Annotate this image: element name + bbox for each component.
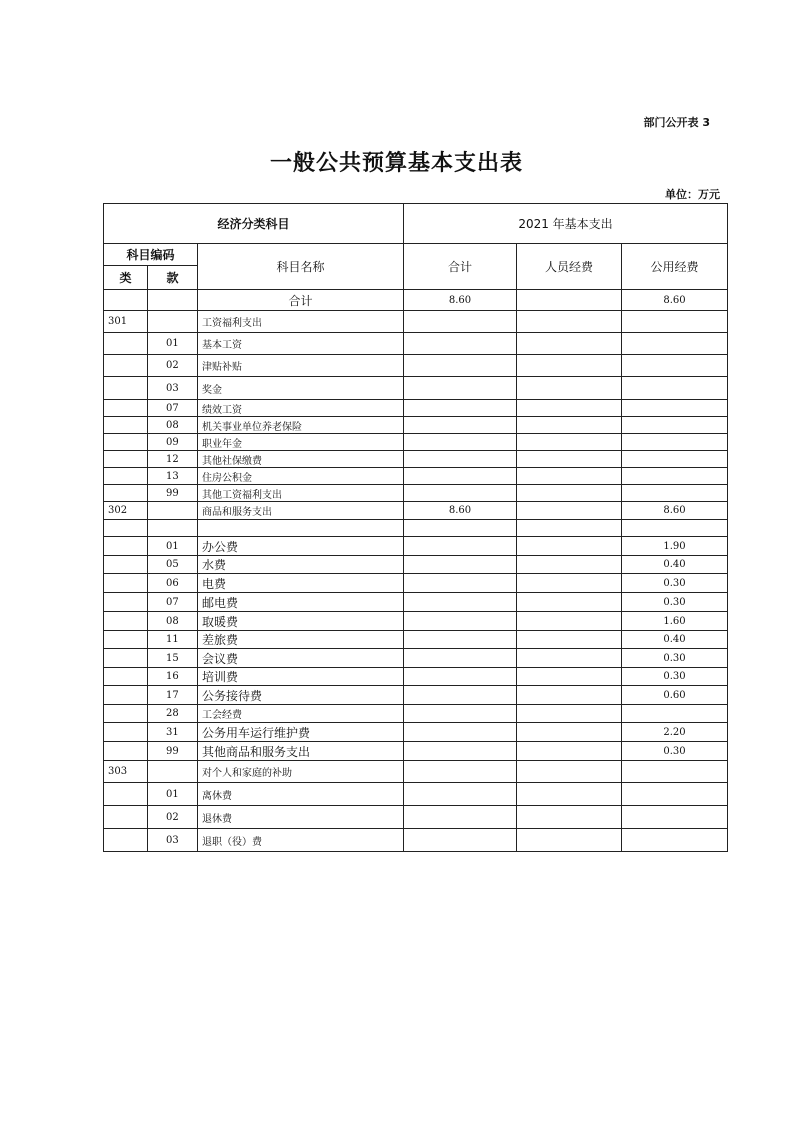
subject-name-cell: 机关事业单位养老保险 [198,417,404,434]
item-code-cell [148,290,198,311]
class-code-cell [104,520,148,537]
class-header: 类 [104,266,148,290]
subject-name-cell: 水费 [198,556,404,574]
table-row [104,520,728,537]
personnel-cell [517,829,622,852]
public-use-cell [622,705,728,723]
total-cell [404,333,517,355]
total-cell [404,355,517,377]
total-cell [404,631,517,649]
subject-name-cell: 邮电费 [198,593,404,612]
personnel-cell [517,485,622,502]
public-use-cell: 1.90 [622,537,728,556]
table-row [104,593,728,612]
subject-name-cell: 奖金 [198,377,404,400]
class-code-cell [104,556,148,574]
unit-label: 单位：万元 [665,188,720,201]
form-number: 部门公开表 3 [643,116,710,129]
personnel-cell [517,612,622,631]
subject-name-cell: 绩效工资 [198,400,404,417]
personnel-cell [517,502,622,520]
item-code-cell: 01 [148,537,198,556]
public-use-cell [622,468,728,485]
personnel-cell [517,806,622,829]
personnel-header: 人员经费 [517,244,622,290]
item-code-cell: 01 [148,783,198,806]
subject-name-cell: 退休费 [198,806,404,829]
subject-name-cell: 商品和服务支出 [198,502,404,520]
item-code-cell: 09 [148,434,198,451]
public-use-cell: 0.30 [622,742,728,761]
class-code-cell [104,400,148,417]
total-cell [404,686,517,705]
table-row [104,502,728,520]
table-row [104,434,728,451]
subject-name-cell: 退职（役）费 [198,829,404,852]
total-cell [404,806,517,829]
total-cell [404,761,517,783]
table-row [104,333,728,355]
class-code-cell: 301 [104,311,148,333]
year-expense-header: 2021 年基本支出 [404,204,728,244]
item-code-cell: 11 [148,631,198,649]
table-row [104,311,728,333]
table-row [104,783,728,806]
public-use-cell: 0.30 [622,649,728,668]
personnel-cell [517,593,622,612]
item-code-cell: 05 [148,556,198,574]
subject-code-header: 科目编码 [104,244,198,266]
class-code-cell [104,631,148,649]
subject-name-cell: 公务接待费 [198,686,404,705]
personnel-cell [517,574,622,593]
class-code-cell [104,434,148,451]
total-cell [404,574,517,593]
class-code-cell [104,686,148,705]
class-code-cell [104,537,148,556]
public-use-cell: 8.60 [622,502,728,520]
class-code-cell [104,593,148,612]
table-row [104,290,728,311]
item-code-cell: 08 [148,417,198,434]
total-header: 合计 [404,244,517,290]
page-title: 一般公共预算基本支出表 [269,151,523,176]
total-cell [404,612,517,631]
public-use-cell [622,417,728,434]
personnel-cell [517,537,622,556]
subject-name-cell: 会议费 [198,649,404,668]
item-header: 款 [148,266,198,290]
subject-name-cell: 离休费 [198,783,404,806]
total-cell [404,723,517,742]
table-row [104,742,728,761]
subject-name-cell: 培训费 [198,668,404,686]
table-row [104,556,728,574]
total-cell [404,668,517,686]
public-use-cell: 0.30 [622,593,728,612]
personnel-cell [517,705,622,723]
table-row [104,829,728,852]
table-row [104,537,728,556]
item-code-cell [148,520,198,537]
item-code-cell: 01 [148,333,198,355]
total-cell: 8.60 [404,502,517,520]
public-use-cell: 1.60 [622,612,728,631]
personnel-cell [517,761,622,783]
table-row [104,400,728,417]
class-code-cell [104,377,148,400]
class-code-cell [104,355,148,377]
public-use-cell [622,400,728,417]
table-row [104,668,728,686]
subject-name-cell: 电费 [198,574,404,593]
item-code-cell: 03 [148,829,198,852]
total-cell [404,451,517,468]
subject-name-cell: 住房公积金 [198,468,404,485]
public-use-cell [622,829,728,852]
personnel-cell [517,400,622,417]
total-cell [404,520,517,537]
subject-name-cell: 津贴补贴 [198,355,404,377]
header-row-2 [104,244,728,266]
personnel-cell [517,520,622,537]
personnel-cell [517,723,622,742]
class-code-cell [104,829,148,852]
table-row [104,631,728,649]
personnel-cell [517,434,622,451]
public-use-header: 公用经费 [622,244,728,290]
total-cell [404,593,517,612]
item-code-cell: 13 [148,468,198,485]
public-use-cell: 8.60 [622,290,728,311]
public-use-cell [622,783,728,806]
total-cell [404,485,517,502]
subject-name-cell: 取暖费 [198,612,404,631]
item-code-cell: 03 [148,377,198,400]
table-row [104,574,728,593]
personnel-cell [517,290,622,311]
personnel-cell [517,355,622,377]
public-use-cell [622,806,728,829]
subject-name-header: 科目名称 [198,244,404,290]
table-row [104,612,728,631]
class-code-cell [104,451,148,468]
table-row [104,485,728,502]
total-cell [404,377,517,400]
total-cell [404,783,517,806]
class-code-cell [104,723,148,742]
item-code-cell: 17 [148,686,198,705]
table-row [104,355,728,377]
public-use-cell [622,485,728,502]
item-code-cell: 99 [148,742,198,761]
public-use-cell: 0.60 [622,686,728,705]
class-code-cell [104,333,148,355]
subject-name-cell: 其他工资福利支出 [198,485,404,502]
class-code-cell [104,649,148,668]
public-use-cell [622,451,728,468]
total-cell: 8.60 [404,290,517,311]
total-cell [404,400,517,417]
subject-name-cell: 职业年金 [198,434,404,451]
table-row [104,705,728,723]
public-use-cell [622,434,728,451]
public-use-cell [622,333,728,355]
item-code-cell: 28 [148,705,198,723]
item-code-cell [148,502,198,520]
subject-name-cell: 工会经费 [198,705,404,723]
personnel-cell [517,468,622,485]
personnel-cell [517,686,622,705]
item-code-cell: 07 [148,593,198,612]
table-row [104,468,728,485]
table-row [104,723,728,742]
subject-name-cell: 其他社保缴费 [198,451,404,468]
public-use-cell [622,311,728,333]
item-code-cell: 15 [148,649,198,668]
econ-category-header: 经济分类科目 [104,204,404,244]
public-use-cell [622,355,728,377]
subject-name-cell: 工资福利支出 [198,311,404,333]
item-code-cell: 02 [148,806,198,829]
subject-name-cell: 差旅费 [198,631,404,649]
class-code-cell [104,783,148,806]
total-cell [404,311,517,333]
subject-name-cell: 办公费 [198,537,404,556]
total-cell [404,417,517,434]
subject-name-cell: 对个人和家庭的补助 [198,761,404,783]
total-cell [404,829,517,852]
item-code-cell: 07 [148,400,198,417]
total-cell [404,742,517,761]
personnel-cell [517,631,622,649]
item-code-cell [148,311,198,333]
item-code-cell: 12 [148,451,198,468]
personnel-cell [517,417,622,434]
subject-name-cell: 其他商品和服务支出 [198,742,404,761]
subject-name-cell [198,520,404,537]
public-use-cell: 0.30 [622,574,728,593]
item-code-cell [148,761,198,783]
class-code-cell [104,705,148,723]
table-row [104,417,728,434]
budget-table [103,203,728,852]
class-code-cell [104,417,148,434]
personnel-cell [517,556,622,574]
table-row [104,806,728,829]
subject-name-cell: 公务用车运行维护费 [198,723,404,742]
item-code-cell: 02 [148,355,198,377]
table-row [104,451,728,468]
total-cell [404,649,517,668]
class-code-cell: 303 [104,761,148,783]
public-use-cell [622,377,728,400]
item-code-cell: 16 [148,668,198,686]
class-code-cell: 302 [104,502,148,520]
personnel-cell [517,742,622,761]
item-code-cell: 06 [148,574,198,593]
personnel-cell [517,783,622,806]
subject-name-cell: 基本工资 [198,333,404,355]
total-cell [404,556,517,574]
header-row-1 [104,204,728,244]
table-row [104,377,728,400]
public-use-cell: 0.40 [622,556,728,574]
table-row [104,761,728,783]
personnel-cell [517,649,622,668]
item-code-cell: 99 [148,485,198,502]
class-code-cell [104,290,148,311]
total-cell [404,537,517,556]
subject-name-cell: 合计 [198,290,404,311]
class-code-cell [104,468,148,485]
class-code-cell [104,485,148,502]
personnel-cell [517,377,622,400]
personnel-cell [517,333,622,355]
table-row [104,649,728,668]
public-use-cell: 0.40 [622,631,728,649]
class-code-cell [104,742,148,761]
total-cell [404,434,517,451]
total-cell [404,705,517,723]
personnel-cell [517,668,622,686]
table-body [104,204,728,852]
total-cell [404,468,517,485]
class-code-cell [104,668,148,686]
public-use-cell: 2.20 [622,723,728,742]
public-use-cell [622,520,728,537]
class-code-cell [104,612,148,631]
public-use-cell [622,761,728,783]
public-use-cell: 0.30 [622,668,728,686]
item-code-cell: 31 [148,723,198,742]
class-code-cell [104,806,148,829]
table-row [104,686,728,705]
personnel-cell [517,311,622,333]
item-code-cell: 08 [148,612,198,631]
class-code-cell [104,574,148,593]
personnel-cell [517,451,622,468]
